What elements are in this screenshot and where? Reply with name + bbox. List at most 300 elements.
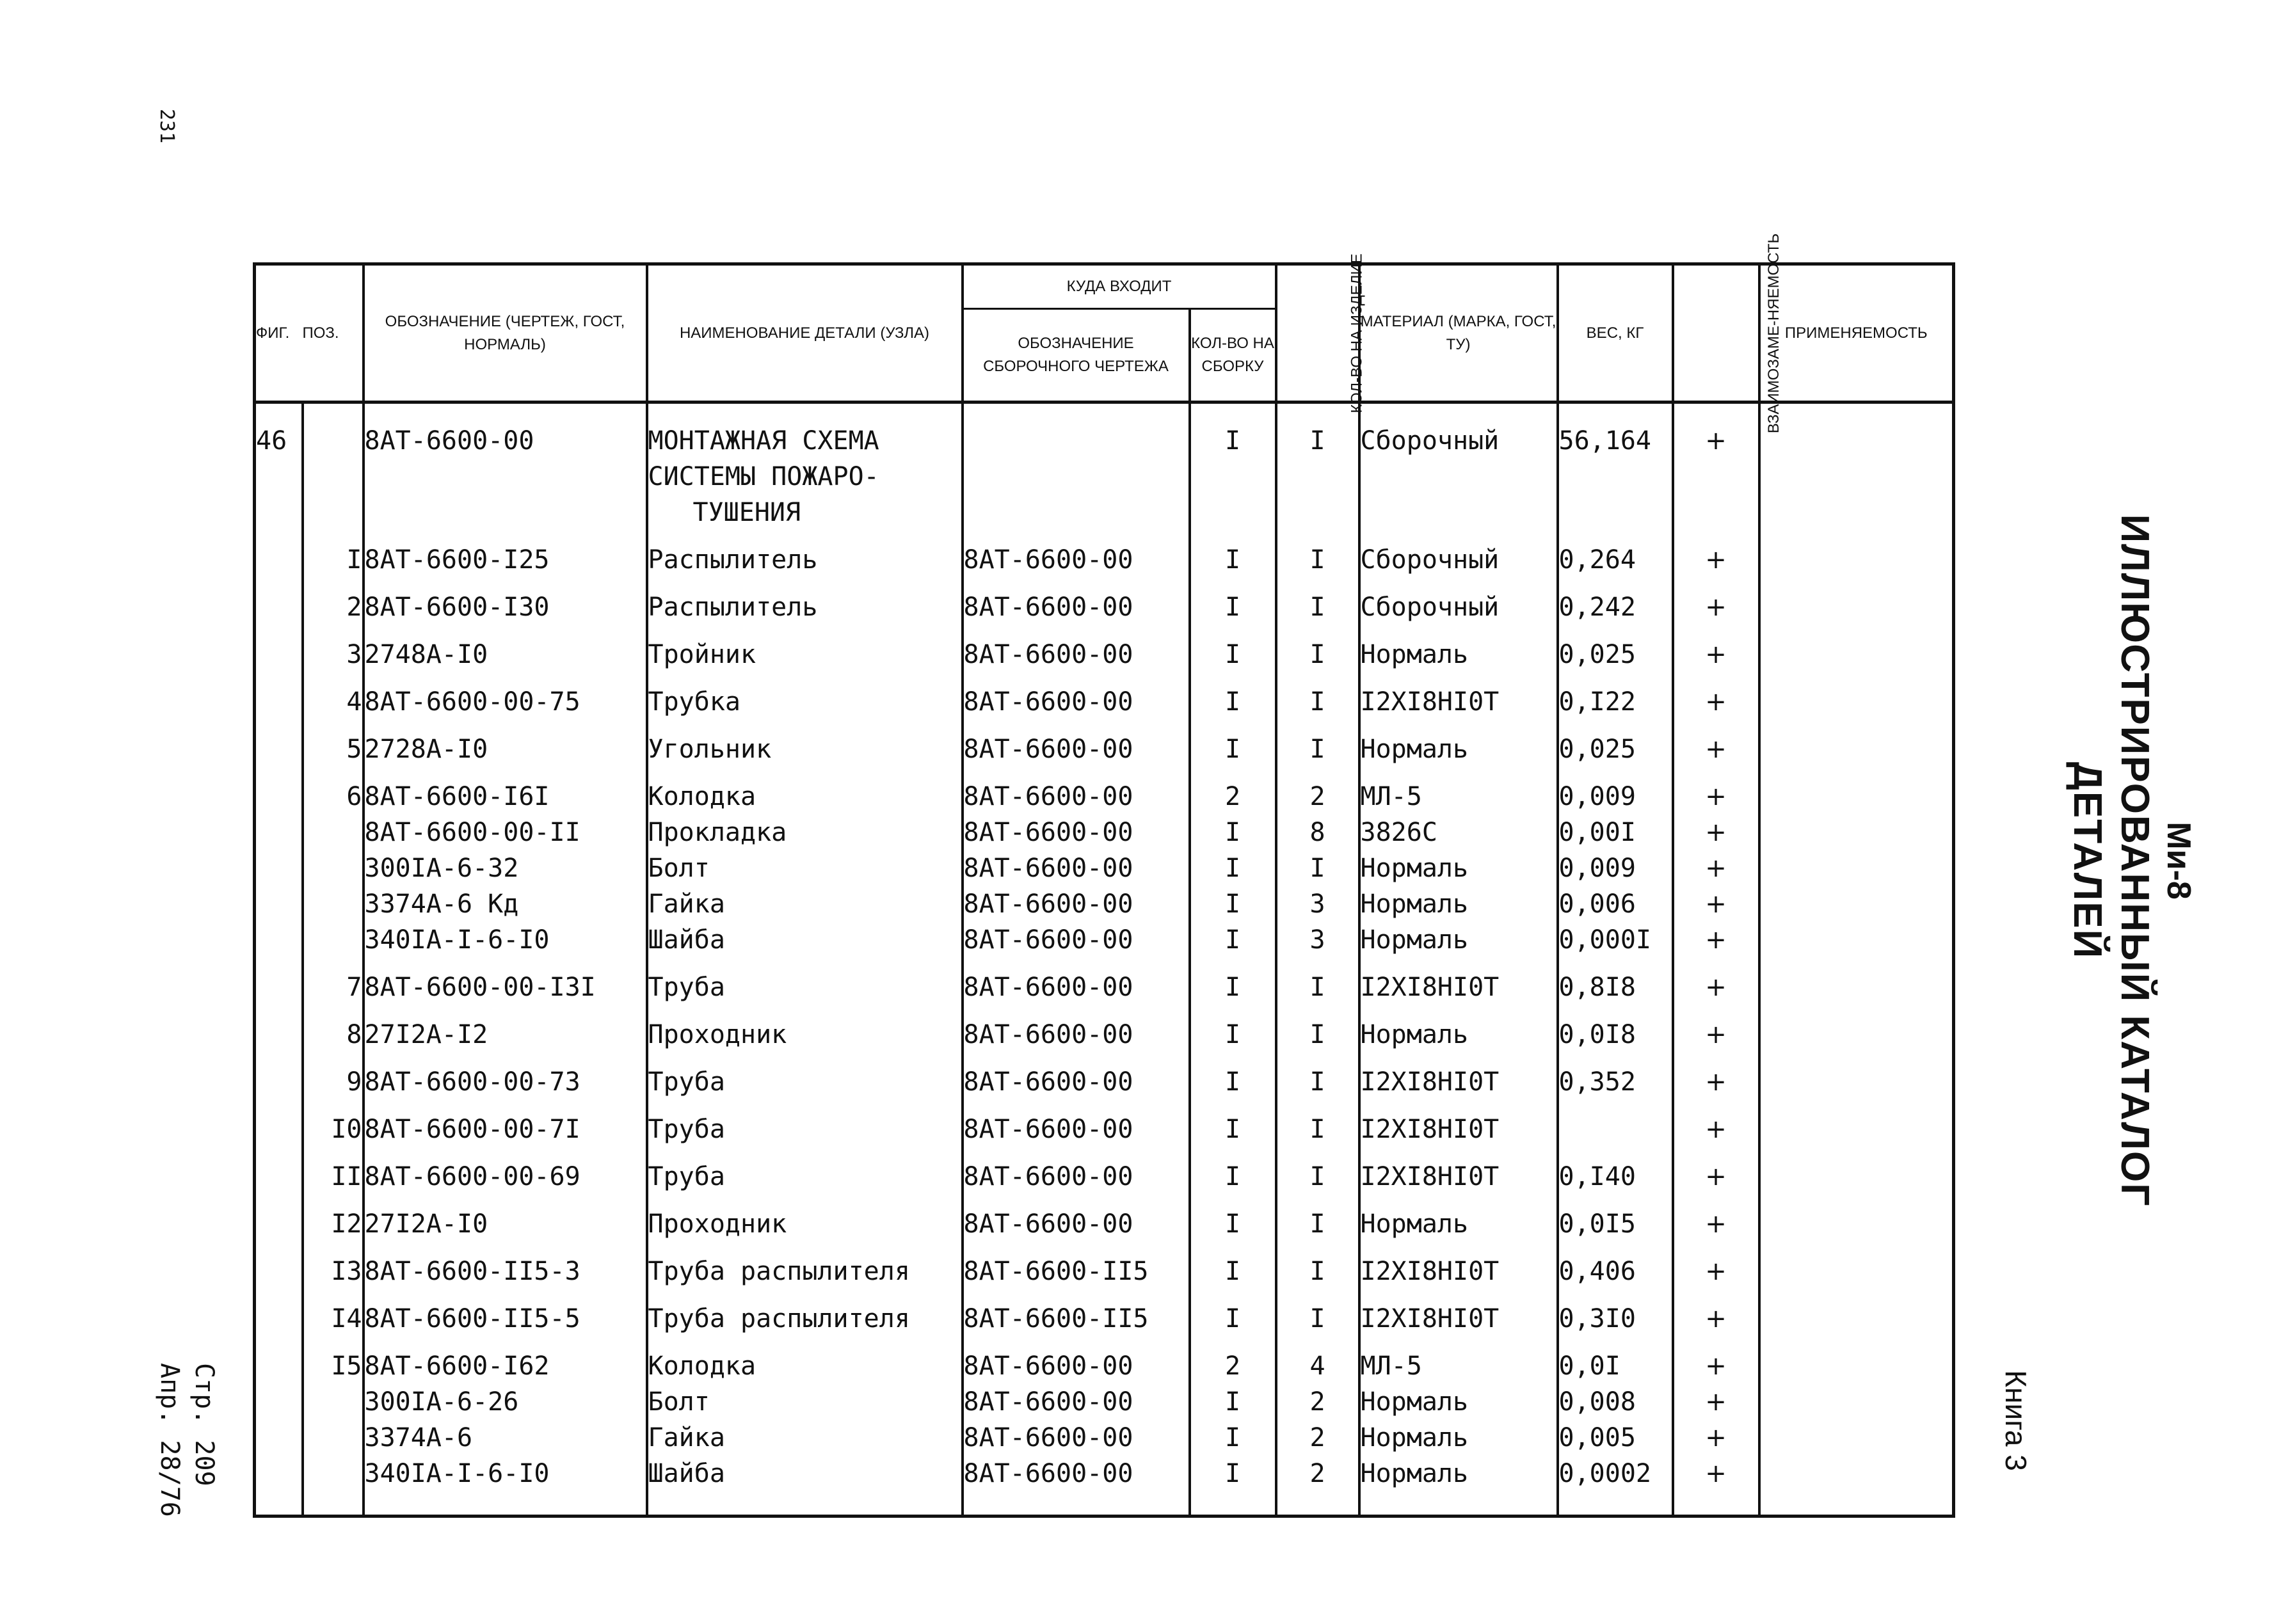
cell-designation: 27I2А-I0 bbox=[364, 1195, 647, 1242]
cell-weight: 0,009 bbox=[1558, 767, 1673, 815]
cell-weight: 0,008 bbox=[1558, 1384, 1673, 1420]
header-pos: ПОЗ. bbox=[303, 264, 364, 402]
cell-assembly-drawing: 8АТ-6600-00 bbox=[963, 1005, 1190, 1053]
cell-pos bbox=[303, 815, 364, 850]
cell-assembly-drawing: 8АТ-6600-00 bbox=[963, 1456, 1190, 1517]
table-row bbox=[255, 1147, 1954, 1195]
cell-designation: 340IА-I-6-I0 bbox=[364, 922, 647, 958]
cell-qty-product: I bbox=[1276, 578, 1359, 625]
name-line: СИСТЕМЫ ПОЖАРО- bbox=[648, 462, 879, 491]
cell-material: Нормаль bbox=[1359, 1384, 1558, 1420]
cell-designation: 27I2А-I2 bbox=[364, 1005, 647, 1053]
header-where-used: КУДА ВХОДИТ bbox=[963, 264, 1276, 309]
cell-interchangeability: + bbox=[1673, 1289, 1759, 1337]
cell-pos: 7 bbox=[303, 958, 364, 1005]
cell-qty-assembly: I bbox=[1190, 886, 1276, 922]
cell-name bbox=[647, 720, 963, 767]
cell-qty-product: I bbox=[1276, 1195, 1359, 1242]
cell-fig bbox=[255, 1147, 303, 1195]
cell-assembly-drawing: 8АТ-6600-00 bbox=[963, 578, 1190, 625]
cell-interchangeability: + bbox=[1673, 1456, 1759, 1517]
cell-material: Нормаль bbox=[1359, 1456, 1558, 1517]
cell-fig bbox=[255, 1195, 303, 1242]
cell-assembly-drawing: 8АТ-6600-00 bbox=[963, 922, 1190, 958]
name-line: Колодка bbox=[648, 1351, 756, 1381]
name-line: Труба bbox=[648, 1162, 725, 1191]
cell-designation: 8АТ-6600-I6I bbox=[364, 767, 647, 815]
table-row bbox=[255, 958, 1954, 1005]
cell-weight: 0,I22 bbox=[1558, 673, 1673, 720]
cell-assembly-drawing: 8АТ-6600-00 bbox=[963, 1053, 1190, 1100]
cell-qty-product: I bbox=[1276, 1289, 1359, 1337]
cell-interchangeability: + bbox=[1673, 1337, 1759, 1384]
cell-pos bbox=[303, 886, 364, 922]
cell-qty-product: I bbox=[1276, 1100, 1359, 1147]
cell-assembly-drawing: 8АТ-6600-00 bbox=[963, 815, 1190, 850]
cell-interchangeability: + bbox=[1673, 1242, 1759, 1289]
cell-name bbox=[647, 530, 963, 578]
cell-qty-product: I bbox=[1276, 402, 1359, 531]
cell-qty-assembly: I bbox=[1190, 1384, 1276, 1420]
cell-pos bbox=[303, 922, 364, 958]
cell-assembly-drawing: 8АТ-6600-00 bbox=[963, 720, 1190, 767]
name-line: Угольник bbox=[648, 735, 772, 764]
cell-interchangeability: + bbox=[1673, 922, 1759, 958]
cell-applicability bbox=[1759, 1384, 1954, 1420]
cell-designation: 3374А-6 Кд bbox=[364, 886, 647, 922]
cell-material: Нормаль bbox=[1359, 922, 1558, 958]
cell-fig bbox=[255, 720, 303, 767]
cell-assembly-drawing: 8АТ-6600-00 bbox=[963, 767, 1190, 815]
cell-fig bbox=[255, 886, 303, 922]
cell-name bbox=[647, 958, 963, 1005]
cell-material: I2XI8HI0T bbox=[1359, 1242, 1558, 1289]
cell-fig bbox=[255, 673, 303, 720]
header-fig: ФИГ. bbox=[255, 264, 303, 402]
cell-name bbox=[647, 1384, 963, 1420]
cell-assembly-drawing: 8АТ-6600-00 bbox=[963, 625, 1190, 673]
cell-qty-assembly: I bbox=[1190, 1147, 1276, 1195]
cell-fig bbox=[255, 922, 303, 958]
cell-weight bbox=[1558, 1100, 1673, 1147]
cell-designation: 8АТ-6600-00-I3I bbox=[364, 958, 647, 1005]
cell-qty-assembly: I bbox=[1190, 850, 1276, 886]
name-line: Шайба bbox=[648, 1459, 725, 1488]
cell-weight: 0,0I8 bbox=[1558, 1005, 1673, 1053]
name-line: Трубка bbox=[648, 687, 740, 717]
table-row bbox=[255, 815, 1954, 850]
name-line: Распылитель bbox=[648, 593, 818, 622]
table-row bbox=[255, 578, 1954, 625]
table-body bbox=[255, 402, 1954, 1517]
cell-qty-product: 4 bbox=[1276, 1337, 1359, 1384]
cell-designation: 8АТ-6600-00 bbox=[364, 402, 647, 531]
name-line: Труба bbox=[648, 1115, 725, 1144]
table-row bbox=[255, 1100, 1954, 1147]
cell-applicability bbox=[1759, 958, 1954, 1005]
cell-weight: 0,406 bbox=[1558, 1242, 1673, 1289]
cell-pos: 6 bbox=[303, 767, 364, 815]
cell-pos: 2 bbox=[303, 578, 364, 625]
header-material: МАТЕРИАЛ (МАРКА, ГОСТ, ТУ) bbox=[1359, 264, 1558, 402]
cell-pos: I4 bbox=[303, 1289, 364, 1337]
cell-fig bbox=[255, 815, 303, 850]
cell-material: 3826С bbox=[1359, 815, 1558, 850]
cell-pos bbox=[303, 1456, 364, 1517]
cell-name bbox=[647, 815, 963, 850]
cell-applicability bbox=[1759, 1053, 1954, 1100]
table-row bbox=[255, 1384, 1954, 1420]
cell-material: Нормаль bbox=[1359, 720, 1558, 767]
table-row bbox=[255, 1337, 1954, 1384]
table-row bbox=[255, 673, 1954, 720]
cell-material: МЛ-5 bbox=[1359, 1337, 1558, 1384]
cell-pos: 8 bbox=[303, 1005, 364, 1053]
parts-table bbox=[253, 233, 1955, 1518]
table-row bbox=[255, 1195, 1954, 1242]
cell-applicability bbox=[1759, 1195, 1954, 1242]
header-interchangeability-label: ВЗАИМОЗАМЕ-НЯЕМОСТЬ bbox=[1764, 233, 1782, 433]
cell-assembly-drawing: 8АТ-6600-00 bbox=[963, 1195, 1190, 1242]
cell-designation: 8АТ-6600-00-7I bbox=[364, 1100, 647, 1147]
cell-material: Нормаль bbox=[1359, 1005, 1558, 1053]
cell-qty-product: 2 bbox=[1276, 1384, 1359, 1420]
cell-pos: 4 bbox=[303, 673, 364, 720]
cell-name bbox=[647, 1420, 963, 1456]
cell-name bbox=[647, 673, 963, 720]
cell-qty-assembly: I bbox=[1190, 673, 1276, 720]
cell-qty-assembly: I bbox=[1190, 1005, 1276, 1053]
cell-name bbox=[647, 625, 963, 673]
cell-designation: 3374А-6 bbox=[364, 1420, 647, 1456]
cell-applicability bbox=[1759, 1420, 1954, 1456]
cell-name bbox=[647, 1100, 963, 1147]
cell-name bbox=[647, 850, 963, 886]
cell-pos: 3 bbox=[303, 625, 364, 673]
cell-applicability bbox=[1759, 1147, 1954, 1195]
table-row bbox=[255, 625, 1954, 673]
cell-designation: 2728А-I0 bbox=[364, 720, 647, 767]
name-line: Болт bbox=[648, 854, 710, 883]
cell-material: I2XI8HI0T bbox=[1359, 958, 1558, 1005]
cell-interchangeability: + bbox=[1673, 1147, 1759, 1195]
cell-qty-product: 3 bbox=[1276, 886, 1359, 922]
name-line: Колодка bbox=[648, 782, 756, 811]
cell-interchangeability: + bbox=[1673, 958, 1759, 1005]
page-reference bbox=[152, 1363, 221, 1593]
cell-fig bbox=[255, 767, 303, 815]
cell-interchangeability: + bbox=[1673, 1195, 1759, 1242]
cell-pos: I3 bbox=[303, 1242, 364, 1289]
cell-pos: II bbox=[303, 1147, 364, 1195]
header-qty-assembly: КОЛ-ВО НА СБОРКУ bbox=[1190, 309, 1276, 402]
cell-weight: 0,00I bbox=[1558, 815, 1673, 850]
cell-designation: 8АТ-6600-I25 bbox=[364, 530, 647, 578]
cell-interchangeability: + bbox=[1673, 578, 1759, 625]
cell-weight: 0,I40 bbox=[1558, 1147, 1673, 1195]
cell-applicability bbox=[1759, 720, 1954, 767]
cell-applicability bbox=[1759, 767, 1954, 815]
cell-name bbox=[647, 1337, 963, 1384]
cell-pos bbox=[303, 1384, 364, 1420]
cell-weight: 0,8I8 bbox=[1558, 958, 1673, 1005]
cell-pos: 9 bbox=[303, 1053, 364, 1100]
cell-qty-assembly: I bbox=[1190, 625, 1276, 673]
cell-name bbox=[647, 578, 963, 625]
cell-applicability bbox=[1759, 850, 1954, 886]
cell-designation: 8АТ-6600-I30 bbox=[364, 578, 647, 625]
cell-applicability bbox=[1759, 1005, 1954, 1053]
cell-interchangeability: + bbox=[1673, 402, 1759, 531]
cell-weight: 0,009 bbox=[1558, 850, 1673, 886]
cell-assembly-drawing: 8АТ-6600-00 bbox=[963, 673, 1190, 720]
cell-material: Нормаль bbox=[1359, 886, 1558, 922]
cell-qty-product: I bbox=[1276, 958, 1359, 1005]
cell-material: МЛ-5 bbox=[1359, 767, 1558, 815]
table-row bbox=[255, 1053, 1954, 1100]
cell-name bbox=[647, 1289, 963, 1337]
cell-material: Нормаль bbox=[1359, 625, 1558, 673]
cell-designation: 340IА-I-6-I0 bbox=[364, 1456, 647, 1517]
cell-weight: 0,025 bbox=[1558, 720, 1673, 767]
cell-assembly-drawing: 8АТ-6600-00 bbox=[963, 530, 1190, 578]
header-designation: ОБОЗНАЧЕНИЕ (ЧЕРТЕЖ, ГОСТ, НОРМАЛЬ) bbox=[364, 264, 647, 402]
cell-fig bbox=[255, 1337, 303, 1384]
cell-weight: 0,006 bbox=[1558, 886, 1673, 922]
cell-qty-product: I bbox=[1276, 1005, 1359, 1053]
cell-weight: 56,164 bbox=[1558, 402, 1673, 531]
cell-material: Сборочный bbox=[1359, 578, 1558, 625]
cell-pos: I0 bbox=[303, 1100, 364, 1147]
cell-designation: 8АТ-6600-II5-3 bbox=[364, 1242, 647, 1289]
cell-interchangeability: + bbox=[1673, 767, 1759, 815]
cell-qty-assembly: I bbox=[1190, 578, 1276, 625]
cell-assembly-drawing: 8АТ-6600-00 bbox=[963, 1420, 1190, 1456]
name-line: МОНТАЖНАЯ СХЕМА bbox=[648, 426, 879, 456]
cell-qty-assembly: 2 bbox=[1190, 767, 1276, 815]
name-line: Труба распылителя bbox=[648, 1304, 910, 1333]
page-number: 231 bbox=[156, 109, 178, 144]
cell-qty-product: I bbox=[1276, 720, 1359, 767]
cell-assembly-drawing: 8АТ-6600-II5 bbox=[963, 1289, 1190, 1337]
cell-weight: 0,3I0 bbox=[1558, 1289, 1673, 1337]
document-header bbox=[2063, 413, 2199, 1309]
cell-qty-product: I bbox=[1276, 1053, 1359, 1100]
cell-qty-product: I bbox=[1276, 1242, 1359, 1289]
cell-designation: 8АТ-6600-00-73 bbox=[364, 1053, 647, 1100]
cell-pos: I5 bbox=[303, 1337, 364, 1384]
name-line: Проходник bbox=[648, 1020, 787, 1049]
cell-material: Сборочный bbox=[1359, 530, 1558, 578]
cell-name bbox=[647, 1053, 963, 1100]
name-line: ТУШЕНИЯ bbox=[692, 498, 801, 527]
name-line: Гайка bbox=[648, 1423, 725, 1453]
cell-qty-assembly: I bbox=[1190, 1242, 1276, 1289]
cell-qty-assembly: I bbox=[1190, 1100, 1276, 1147]
cell-assembly-drawing: 8АТ-6600-00 bbox=[963, 886, 1190, 922]
cell-fig bbox=[255, 1242, 303, 1289]
cell-pos bbox=[303, 1420, 364, 1456]
header-qty-product bbox=[1276, 253, 1366, 413]
cell-material: I2XI8HI0T bbox=[1359, 673, 1558, 720]
cell-fig bbox=[255, 850, 303, 886]
cell-fig bbox=[255, 625, 303, 673]
cell-applicability bbox=[1759, 625, 1954, 673]
cell-fig bbox=[255, 1384, 303, 1420]
cell-designation: 8АТ-6600-II5-5 bbox=[364, 1289, 647, 1337]
cell-assembly-drawing: 8АТ-6600-00 bbox=[963, 850, 1190, 886]
cell-fig bbox=[255, 530, 303, 578]
cell-interchangeability: + bbox=[1673, 1005, 1759, 1053]
cell-qty-product: I bbox=[1276, 530, 1359, 578]
cell-qty-product: 8 bbox=[1276, 815, 1359, 850]
name-line: Проходник bbox=[648, 1209, 787, 1239]
cell-interchangeability: + bbox=[1673, 1420, 1759, 1456]
cell-interchangeability: + bbox=[1673, 1384, 1759, 1420]
cell-assembly-drawing: 8АТ-6600-00 bbox=[963, 958, 1190, 1005]
cell-designation: 8АТ-6600-00-II bbox=[364, 815, 647, 850]
page-label: Стр. 209 bbox=[189, 1363, 219, 1486]
cell-name bbox=[647, 1005, 963, 1053]
cell-pos: 5 bbox=[303, 720, 364, 767]
cell-fig bbox=[255, 1005, 303, 1053]
cell-name bbox=[647, 886, 963, 922]
cell-designation: 300IА-6-26 bbox=[364, 1384, 647, 1420]
name-line: Труба bbox=[648, 1067, 725, 1097]
cell-weight: 0,0I5 bbox=[1558, 1195, 1673, 1242]
cell-pos: I bbox=[303, 530, 364, 578]
cell-fig bbox=[255, 578, 303, 625]
cell-designation: 300IА-6-32 bbox=[364, 850, 647, 886]
cell-material: I2XI8HI0T bbox=[1359, 1100, 1558, 1147]
cell-interchangeability: + bbox=[1673, 1053, 1759, 1100]
cell-qty-assembly: I bbox=[1190, 1456, 1276, 1517]
cell-weight: 0,0I bbox=[1558, 1337, 1673, 1384]
header-interchangeability bbox=[1673, 233, 1782, 433]
name-line: Тройник bbox=[648, 640, 756, 669]
book-label: Книга 3 bbox=[1999, 1370, 2033, 1471]
name-line: Гайка bbox=[648, 889, 725, 919]
cell-interchangeability: + bbox=[1673, 530, 1759, 578]
table-row bbox=[255, 1289, 1954, 1337]
header-weight: ВЕС, КГ bbox=[1558, 264, 1673, 402]
revision-date: Апр. 28/76 bbox=[155, 1363, 184, 1517]
table-row bbox=[255, 720, 1954, 767]
cell-qty-product: 2 bbox=[1276, 1456, 1359, 1517]
cell-qty-assembly: I bbox=[1190, 1195, 1276, 1242]
cell-weight: 0,242 bbox=[1558, 578, 1673, 625]
cell-weight: 0,005 bbox=[1558, 1420, 1673, 1456]
cell-applicability bbox=[1759, 1242, 1954, 1289]
cell-weight: 0,352 bbox=[1558, 1053, 1673, 1100]
table-row bbox=[255, 850, 1954, 886]
cell-applicability bbox=[1759, 402, 1954, 531]
cell-qty-assembly: I bbox=[1190, 1420, 1276, 1456]
cell-qty-product: 2 bbox=[1276, 767, 1359, 815]
table-row bbox=[255, 1456, 1954, 1517]
cell-name bbox=[647, 1456, 963, 1517]
cell-applicability bbox=[1759, 673, 1954, 720]
cell-name bbox=[647, 402, 963, 531]
cell-name bbox=[647, 767, 963, 815]
cell-interchangeability: + bbox=[1673, 886, 1759, 922]
cell-material: Сборочный bbox=[1359, 402, 1558, 531]
table-row bbox=[255, 922, 1954, 958]
name-line: Болт bbox=[648, 1387, 710, 1417]
cell-assembly-drawing: 8АТ-6600-00 bbox=[963, 1337, 1190, 1384]
cell-material: I2XI8HI0T bbox=[1359, 1053, 1558, 1100]
cell-interchangeability: + bbox=[1673, 850, 1759, 886]
cell-weight: 0,0002 bbox=[1558, 1456, 1673, 1517]
cell-applicability bbox=[1759, 530, 1954, 578]
cell-fig bbox=[255, 958, 303, 1005]
name-line: Труба bbox=[648, 973, 725, 1002]
header-qty-product-label: КОЛ-ВО НА ИЗДЕЛИЕ bbox=[1348, 253, 1366, 413]
catalog-title: ИЛЛЮСТРИРОВАННЫЙ КАТАЛОГ ДЕТАЛЕЙ bbox=[2065, 514, 2157, 1207]
cell-interchangeability: + bbox=[1673, 625, 1759, 673]
cell-qty-assembly: I bbox=[1190, 815, 1276, 850]
header-applicability: ПРИМЕНЯЕМОСТЬ bbox=[1759, 264, 1954, 402]
table-row bbox=[255, 1242, 1954, 1289]
cell-weight: 0,264 bbox=[1558, 530, 1673, 578]
cell-assembly-drawing: 8АТ-6600-00 bbox=[963, 1384, 1190, 1420]
cell-qty-product: I bbox=[1276, 850, 1359, 886]
table-row bbox=[255, 1420, 1954, 1456]
cell-material: Нормаль bbox=[1359, 1420, 1558, 1456]
cell-material: I2XI8HI0T bbox=[1359, 1289, 1558, 1337]
cell-qty-assembly: I bbox=[1190, 720, 1276, 767]
cell-assembly-drawing bbox=[963, 402, 1190, 531]
cell-designation: 8АТ-6600-00-75 bbox=[364, 673, 647, 720]
cell-fig: 46 bbox=[255, 402, 303, 531]
cell-qty-assembly: I bbox=[1190, 958, 1276, 1005]
cell-qty-assembly: I bbox=[1190, 922, 1276, 958]
cell-designation: 2748А-I0 bbox=[364, 625, 647, 673]
name-line: Прокладка bbox=[648, 818, 787, 847]
cell-fig bbox=[255, 1053, 303, 1100]
header-name: НАИМЕНОВАНИЕ ДЕТАЛИ (УЗЛА) bbox=[647, 264, 963, 402]
cell-material: I2XI8HI0T bbox=[1359, 1147, 1558, 1195]
cell-qty-assembly: I bbox=[1190, 402, 1276, 531]
table-row bbox=[255, 767, 1954, 815]
name-line: Шайба bbox=[648, 925, 725, 955]
aircraft-model: Ми-8 bbox=[2160, 822, 2197, 900]
cell-fig bbox=[255, 1456, 303, 1517]
cell-material: Нормаль bbox=[1359, 850, 1558, 886]
cell-qty-assembly: 2 bbox=[1190, 1337, 1276, 1384]
cell-material: Нормаль bbox=[1359, 1195, 1558, 1242]
name-line: Распылитель bbox=[648, 545, 818, 575]
cell-pos: I2 bbox=[303, 1195, 364, 1242]
cell-interchangeability: + bbox=[1673, 720, 1759, 767]
cell-pos bbox=[303, 850, 364, 886]
cell-applicability bbox=[1759, 1337, 1954, 1384]
cell-applicability bbox=[1759, 1456, 1954, 1517]
cell-applicability bbox=[1759, 886, 1954, 922]
table-row bbox=[255, 1005, 1954, 1053]
cell-qty-assembly: I bbox=[1190, 530, 1276, 578]
cell-assembly-drawing: 8АТ-6600-00 bbox=[963, 1147, 1190, 1195]
cell-qty-product: I bbox=[1276, 625, 1359, 673]
cell-assembly-drawing: 8АТ-6600-II5 bbox=[963, 1242, 1190, 1289]
cell-qty-assembly: I bbox=[1190, 1289, 1276, 1337]
cell-designation: 8АТ-6600-00-69 bbox=[364, 1147, 647, 1195]
table-row bbox=[255, 530, 1954, 578]
cell-assembly-drawing: 8АТ-6600-00 bbox=[963, 1100, 1190, 1147]
cell-applicability bbox=[1759, 922, 1954, 958]
cell-applicability bbox=[1759, 1289, 1954, 1337]
cell-qty-product: I bbox=[1276, 1147, 1359, 1195]
